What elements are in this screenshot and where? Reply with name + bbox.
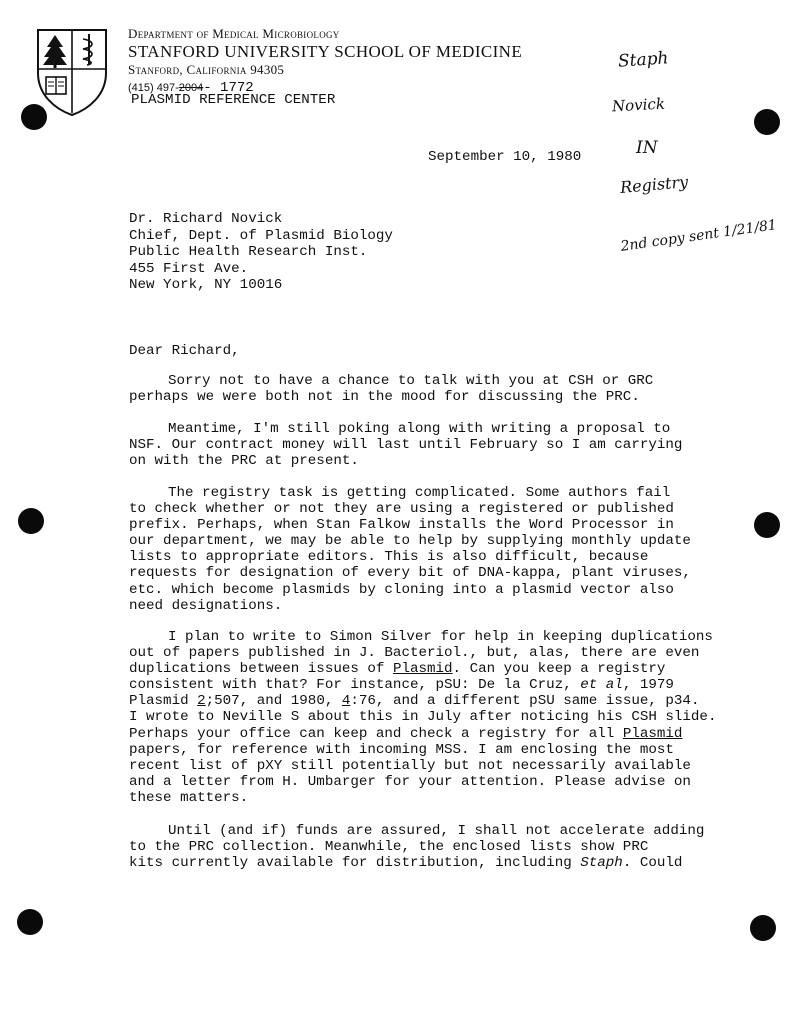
address-line: Chief, Dept. of Plasmid Biology xyxy=(129,227,393,244)
salutation: Dear Richard, xyxy=(129,343,240,359)
text-line: papers, for reference with incoming MSS. I am enclosing the most xyxy=(129,741,674,758)
text-line: duplications between issues of Plasmid. Can you keep a registry xyxy=(129,661,666,678)
punch-hole xyxy=(750,915,776,941)
text-line: The registry task is getting complicated. Some authors fail xyxy=(168,485,671,501)
text-line: I wrote to Neville S about this in July after noticing his CSH slide. xyxy=(129,709,717,726)
handwritten-note: Novick xyxy=(611,94,666,116)
school-address: Stanford, California 94305 xyxy=(128,62,285,77)
phone-number: (415) 497-2004- 1772 xyxy=(128,80,254,96)
text-line: Until (and if) funds are assured, I shall not accelerate adding xyxy=(168,823,705,839)
paragraph xyxy=(129,823,705,872)
punch-hole xyxy=(17,909,43,935)
address-line: 455 First Ave. xyxy=(129,260,249,277)
center-name: PLASMID REFERENCE CENTER xyxy=(131,92,336,108)
text-line: on with the PRC at present. xyxy=(129,453,359,470)
handwritten-note: 2nd copy sent 1/21/81 xyxy=(619,217,778,255)
text-line: Plasmid 2;507, and 1980, 4:76, and a different pSU same issue, p34. xyxy=(129,693,700,710)
address-line: New York, NY 10016 xyxy=(129,277,283,293)
text-line: these matters. xyxy=(129,789,249,806)
address-line: Dr. Richard Novick xyxy=(129,211,283,227)
handwritten-note: IN xyxy=(636,138,658,158)
text-line: I plan to write to Simon Silver for help in keeping duplications xyxy=(168,629,713,645)
text-line: requests for designation of every bit of DNA-kappa, plant viruses, xyxy=(129,565,691,582)
paragraph xyxy=(129,485,689,614)
recipient-address xyxy=(129,211,393,294)
text-line: need designations. xyxy=(129,597,283,614)
stanford-seal-icon xyxy=(35,27,109,117)
paragraph xyxy=(129,421,689,469)
text-line: prefix. Perhaps, when Stan Falkow installs the Word Processor in xyxy=(129,517,674,534)
text-line: NSF. Our contract money will last until February so I am carrying xyxy=(129,437,683,454)
school-name: STANFORD UNIVERSITY SCHOOL OF MEDICINE xyxy=(128,42,523,61)
text-line: kits currently available for distribution, including Staph. Could xyxy=(129,855,683,872)
text-line: Perhaps your office can keep and check a registry for all Plasmid xyxy=(129,725,683,742)
text-line: Sorry not to have a chance to talk with you at CSH or GRC xyxy=(168,373,654,389)
text-line: Meantime, I'm still poking along with writing a proposal to xyxy=(168,421,671,437)
text-line: recent list of pXY still potentially but not necessarily available xyxy=(129,757,691,774)
punch-hole xyxy=(754,109,780,135)
paragraph xyxy=(129,373,689,405)
text-line: consistent with that? For instance, pSU: De la Cruz, et al, 1979 xyxy=(129,677,674,694)
text-line: to check whether or not they are using a registered or published xyxy=(129,501,674,518)
text-line: lists to appropriate editors. This is also difficult, because xyxy=(129,549,649,566)
paragraph xyxy=(129,629,717,806)
punch-hole xyxy=(754,512,780,538)
text-line: and a letter from H. Umbarger for your attention. Please advise on xyxy=(129,773,691,790)
text-line: our department, we may be able to help by supplying monthly update xyxy=(129,533,691,550)
address-line: Public Health Research Inst. xyxy=(129,244,368,260)
department-name: Department of Medical Microbiology xyxy=(128,26,340,41)
text-line: out of papers published in J. Bacteriol., but, alas, there are even xyxy=(129,645,700,662)
punch-hole xyxy=(18,508,44,534)
handwritten-note: Registry xyxy=(619,172,689,197)
text-line: to the PRC collection. Meanwhile, the enclosed lists show PRC xyxy=(129,839,649,856)
letter-date: September 10, 1980 xyxy=(428,149,582,165)
handwritten-note: Staph xyxy=(617,48,670,72)
text-line: etc. which become plasmids by cloning into a plasmid vector also xyxy=(129,581,674,598)
text-line: perhaps we were both not in the mood for discussing the PRC. xyxy=(129,389,640,406)
